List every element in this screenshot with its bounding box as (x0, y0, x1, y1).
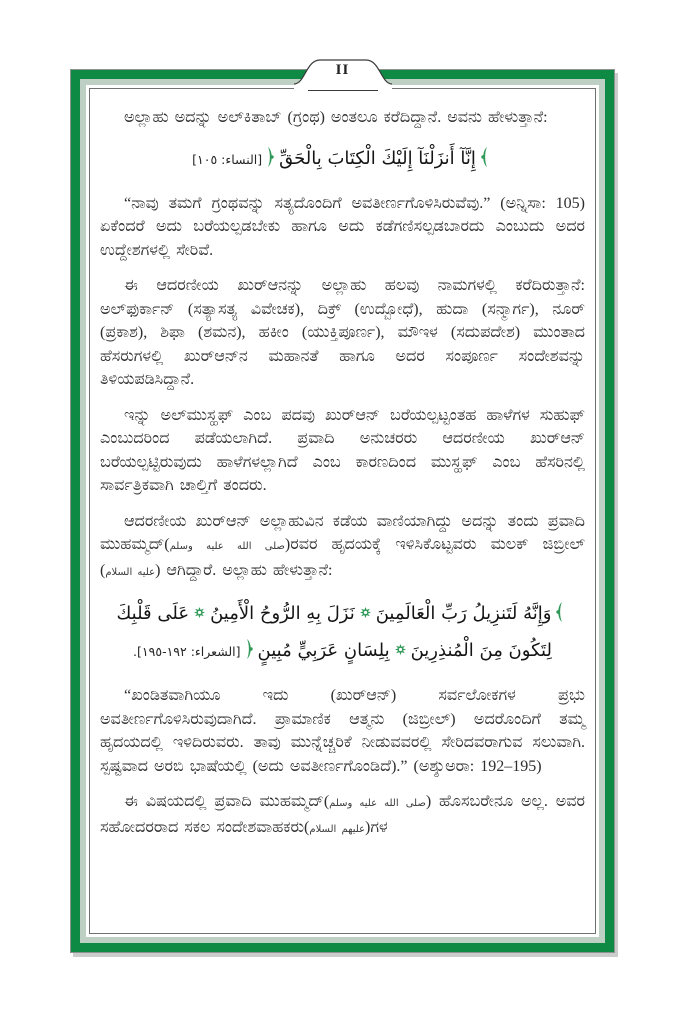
verse-text: بِلِسَانٍ عَرَبِيٍّ مُبِينٍ (257, 640, 390, 661)
honorific-alayhimus-salam: عليهم السلام (309, 823, 366, 835)
frame-white-band (86, 85, 599, 937)
verse-reference: [الشعراء: ١٩٢-١٩٥]. (133, 644, 241, 659)
verse-separator-icon (360, 596, 371, 629)
verse-text: إِنَّآ أَنزَلْنَآ إِلَيْكَ الْكِتَابَ بِالْحَقِّ (279, 147, 476, 169)
verse-close-ornament-icon (245, 637, 254, 670)
verse-separator-icon (395, 633, 406, 666)
verse-open-ornament-icon (480, 145, 489, 178)
frame-inner-band (80, 79, 605, 943)
page-number: II (335, 62, 350, 78)
honorific-sallallahu-alayhi-wasallam: صلى الله عليه وسلم (169, 541, 285, 552)
text-column (100, 106, 585, 841)
kannada-paragraph: ಅಲ್ಲಾಹು ಅದನ್ನು ಅಲ್‌ಕಿತಾಬ್ (ಗ್ರಂಥ) ಅಂತಲೂ ಕರೆದಿದ್ದಾನೆ. ಅವನು ಹೇಳುತ್ತಾನೆ: (124, 109, 548, 126)
kannada-paragraph: ಇನ್ನು ಅಲ್‌ಮುಸ್ಹಫ್ ಎಂಬ ಪದವು ಖುರ್‌ಆನ್ ಬರೆಯಲ್ಪಟ್ಟಂತಹ ಹಾಳೆಗಳ ಸುಹುಫ್ ಎಂಬುದರಿಂದ ಪಡೆಯಲಾಗಿದೆ. ಪ್ರವಾದಿ ಅನುಚರರು ಆದರಣೀಯ ಖುರ್‌ಆನ್ ಬರೆಯಲ್ಪಟ್ಟಿರುವುದು ಹಾಳೆಗಳಲ್ಲಾಗಿದೆ ಎಂಬ ಕಾರಣದಿಂದ ಮುಸ್ಹಫ್ ಎಂಬ ಹೆಸರಿನಲ್ಲಿ ಸಾರ್ವತ್ರಿಕವಾಗಿ ಚಾಲ್ತಿಗೆ ತಂದರು. (100, 406, 585, 494)
paragraph-run: )ರವರ ಹೃದಯಕ್ಕೆ ಇಳಿಸಿಕೊಟ್ಟವರು ಮಲಕ್ ಜಿಬ್ರೀಲ್ ( (100, 536, 585, 579)
verse-text: عَلَى قَلْبِكَ لِتَكُونَ مِنَ الْمُنذِرِينَ (116, 603, 552, 661)
paragraph-run: )ಗಳ (365, 818, 388, 836)
arabic-verse-shuara (106, 596, 579, 670)
page-frame (70, 62, 615, 953)
verse-open-ornament-icon (555, 600, 564, 633)
verse-text: وَإِنَّهُ لَتَنزِيلُ رَبِّ الْعَالَمِينَ (375, 603, 552, 624)
paragraph-run: ಈ ವಿಷಯದಲ್ಲಿ ಪ್ರವಾದಿ ಮುಹಮ್ಮದ್( (124, 793, 330, 810)
verse-reference: [النساء: ١٠٥] (192, 151, 263, 167)
verse-separator-icon (194, 596, 205, 629)
kannada-paragraph-with-honorifics (100, 510, 585, 585)
kannada-paragraph: “ಖಂಡಿತವಾಗಿಯೂ ಇದು (ಖುರ್‌ಆನ್) ಸರ್ವಲೋಕಗಳ ಪ್ರಭು ಅವತೀರ್ಣಗೊಳಿಸಿರುವುದಾಗಿದೆ. ಪ್ರಾಮಾಣಿಕ ಆತ್ಮನು (ಜಿಬ್ರೀಲ್) ಅದರೊಂದಿಗೆ ತಮ್ಮ ಹೃದಯದಲ್ಲಿ ಇಳಿದಿರುವರು. ತಾವು ಮುನ್ನೆಚ್ಚರಿಕೆ ನೀಡುವವರಲ್ಲಿ ಸೇರಿದವರಾಗುವ ಸಲುವಾಗಿ. ಸ್ಪಷ್ಟವಾದ ಅರಬಿ ಭಾಷೆಯಲ್ಲಿ (ಅದು ಅವತೀರ್ಣಗೊಂಡಿದೆ).” (ಅಶ್ಶುಅರಾ: 192–195) (100, 687, 585, 775)
kannada-paragraph: “ನಾವು ತಮಗೆ ಗ್ರಂಥವನ್ನು ಸತ್ಯದೊಂದಿಗೆ ಅವತೀರ್ಣಗೊಳಿಸಿರುವೆವು.” (ಅನ್ನಿಸಾ: 105) ಏಕೆಂದರೆ ಅದು ಬರೆಯಲ್ಪಡಬೇಕು ಹಾಗೂ ಅದು ಕಡೆಗಣಿಸಲ್ಪಡಬಾರದು ಎಂಬುದು ಅದರ ಉದ್ದೇಶಗಳಲ್ಲಿ ಸೇರಿವೆ. (100, 194, 585, 259)
arabic-verse-nisa (106, 142, 579, 178)
paragraph-run: ) ಹೊಸಬರೇನೂ ಅಲ್ಲ. ಅವರ ಸಹೋದರರಾದ ಸಕಲ ಸಂದೇಶವಾಹಕರು( (100, 793, 585, 836)
honorific-sallallahu-alayhi-wasallam: صلى الله عليه وسلم (329, 798, 426, 809)
paragraph-run: ) ಆಗಿದ್ದಾರೆ. ಅಲ್ಲಾಹು ಹೇಳುತ್ತಾನೆ: (155, 561, 333, 579)
kannada-paragraph-with-honorifics (100, 790, 585, 841)
verse-text: نَزَلَ بِهِ الرُّوحُ الْأَمِينُ (210, 603, 355, 624)
verse-close-ornament-icon (266, 145, 275, 178)
kannada-paragraph: ಈ ಆದರಣೀಯ ಖುರ್‌ಆನನ್ನು ಅಲ್ಲಾಹು ಹಲವು ನಾಮಗಳಲ್ಲಿ ಕರೆದಿರುತ್ತಾನೆ: ಅಲ್‌ಫುರ್ಕಾನ್ (ಸತ್ಯಾಸತ್ಯ ವಿವೇಚಕ), ದಿಕ್ರ್ (ಉದ್ಬೋಧೆ), ಹುದಾ (ಸನ್ಮಾರ್ಗ), ನೂರ್ (ಪ್ರಕಾಶ), ಶಿಫಾ (ಶಮನ), ಹಕೀಂ (ಯುಕ್ತಿಪೂರ್ಣ), ಮೌಇಳ (ಸದುಪದೇಶ) ಮುಂತಾದ ಹೆಸರುಗಳಲ್ಲಿ ಖುರ್‌ಆನ್‌ನ ಮಹಾನತೆ ಹಾಗೂ ಅದರ ಸಂಪೂರ್ಣ ಸಂದೇಶವನ್ನು ತಿಳಿಯಪಡಿಸಿದ್ದಾನೆ. (100, 277, 585, 388)
page-number-tab (293, 57, 393, 93)
honorific-alayhis-salam: عليه السلام (105, 566, 156, 578)
paragraph-run: ಆದರಣೀಯ ಖುರ್‌ಆನ್ ಅಲ್ಲಾಹುವಿನ ಕಡೆಯ ವಾಣಿಯಾಗಿದ್ದು ಅದನ್ನು ತಂದು ಪ್ರವಾದಿ ಮುಹಮ್ಮದ್( (100, 512, 585, 553)
content-area (89, 88, 596, 934)
